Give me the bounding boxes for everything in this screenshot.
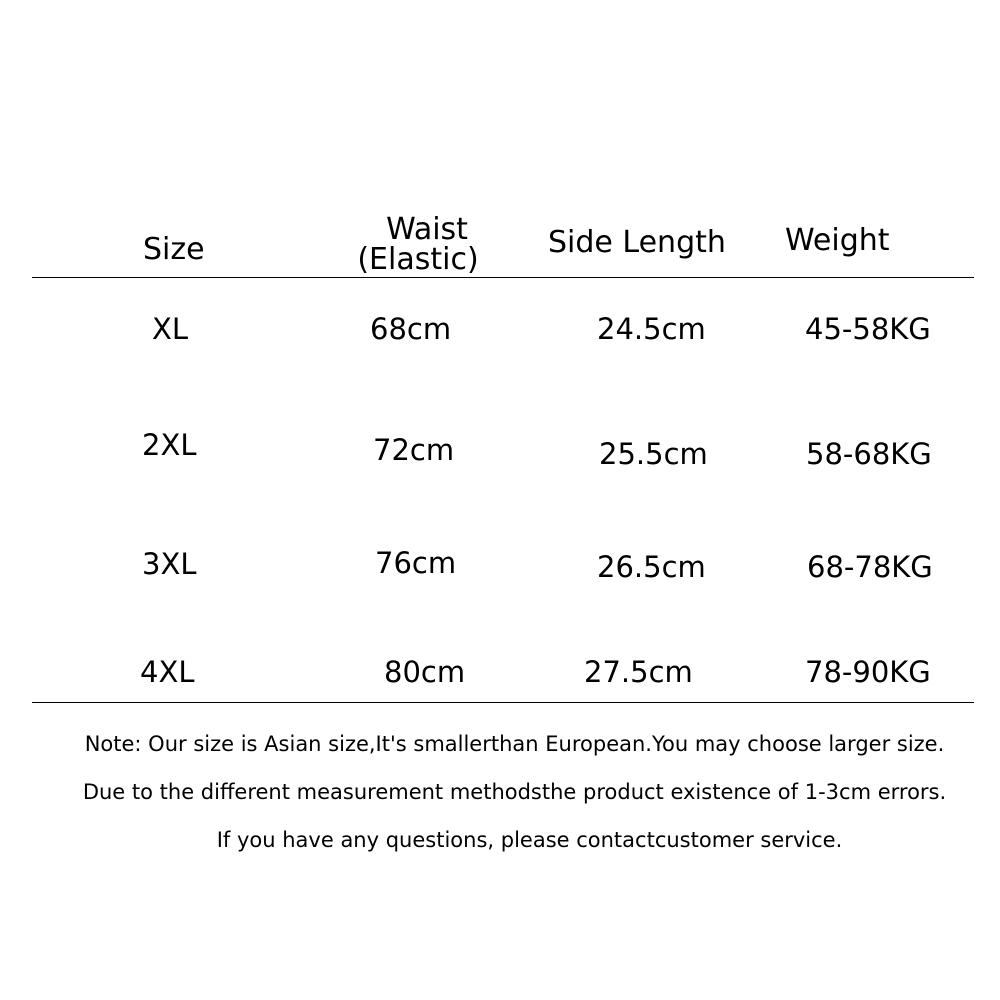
table-cell-waist: 80cm bbox=[384, 655, 466, 689]
table-cell-waist: 68cm bbox=[370, 312, 452, 346]
table-cell-size: 3XL bbox=[142, 547, 197, 581]
header-waist: Waist bbox=[386, 212, 468, 247]
header-size: Size bbox=[143, 232, 205, 267]
table-cell-waist: 72cm bbox=[373, 433, 455, 467]
table-cell-side-length: 27.5cm bbox=[584, 655, 693, 689]
table-cell-size: XL bbox=[152, 312, 189, 346]
note-measurement-errors: Due to the different measurement methodsthe product existence of 1-3cm errors. bbox=[82, 780, 947, 804]
note-asian-size: Note: Our size is Asian size,It's smallerthan European.You may choose larger size. bbox=[84, 732, 945, 756]
table-cell-side-length: 24.5cm bbox=[597, 312, 706, 346]
table-bottom-divider bbox=[32, 702, 974, 703]
table-cell-weight: 78-90KG bbox=[805, 655, 931, 689]
table-cell-waist: 76cm bbox=[375, 546, 457, 580]
table-cell-side-length: 25.5cm bbox=[599, 437, 708, 471]
table-cell-weight: 68-78KG bbox=[807, 550, 933, 584]
table-cell-weight: 58-68KG bbox=[806, 437, 932, 471]
table-cell-size: 2XL bbox=[142, 428, 197, 462]
note-customer-service: If you have any questions, please contactcustomer service. bbox=[216, 828, 843, 852]
table-cell-weight: 45-58KG bbox=[805, 312, 931, 346]
header-weight: Weight bbox=[785, 223, 890, 258]
table-cell-size: 4XL bbox=[140, 655, 195, 689]
header-side-length: Side Length bbox=[548, 225, 726, 260]
header-divider bbox=[32, 277, 974, 278]
header-waist-elastic: (Elastic) bbox=[357, 242, 479, 277]
table-cell-side-length: 26.5cm bbox=[597, 550, 706, 584]
